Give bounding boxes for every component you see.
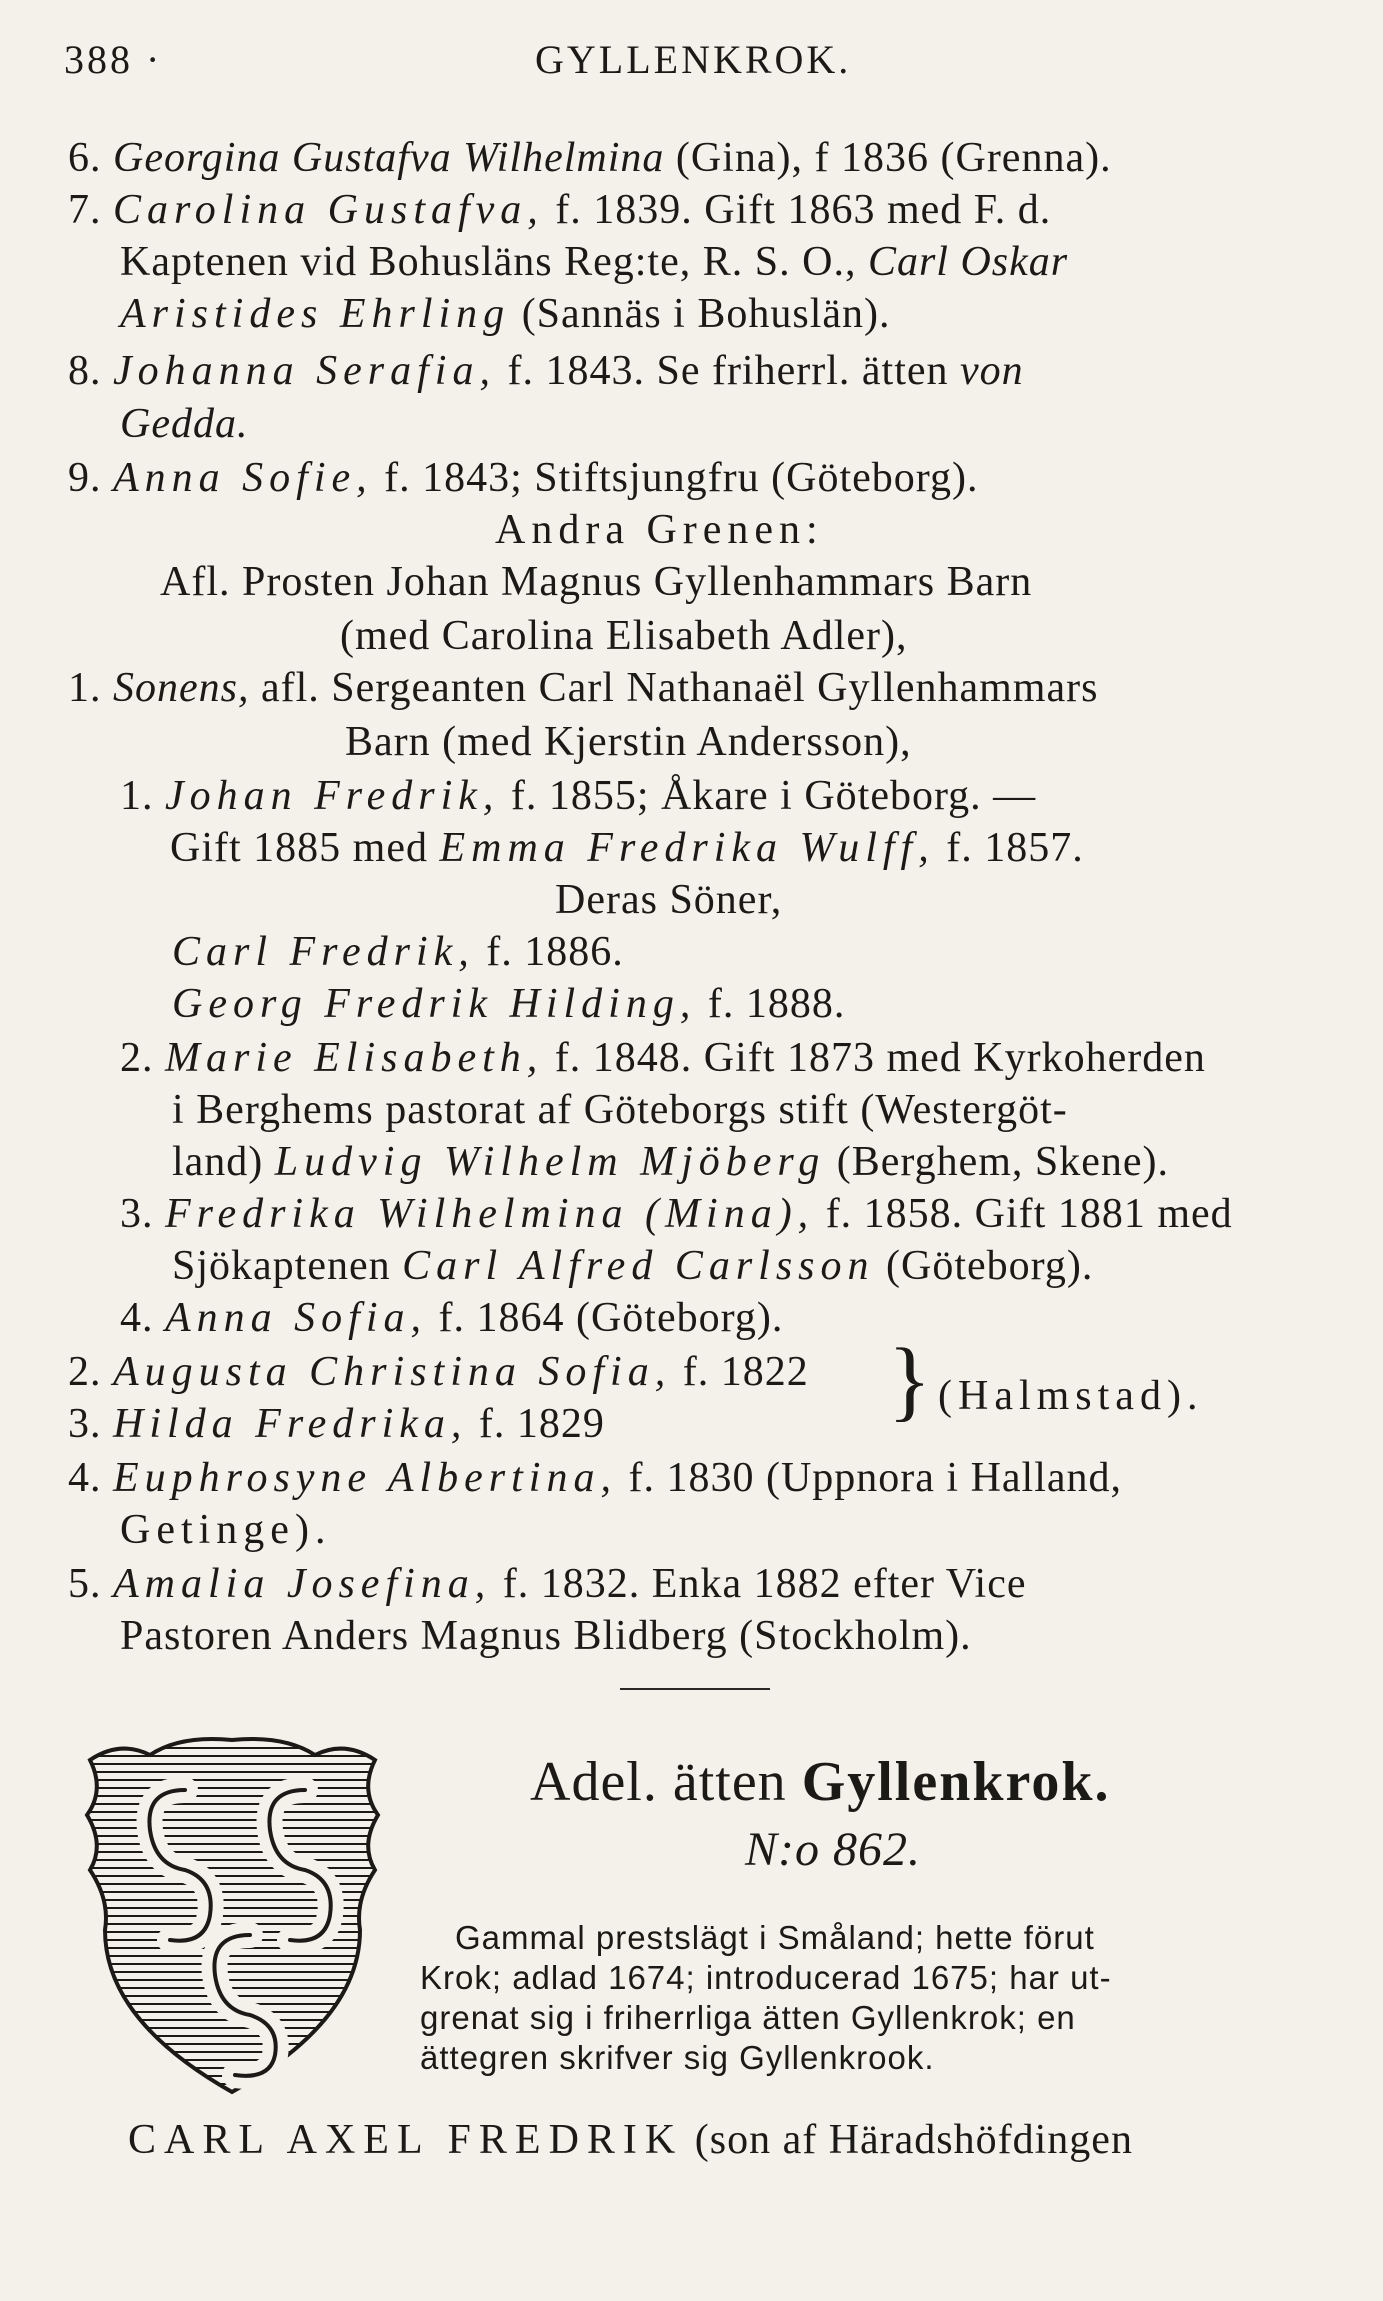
entry-line: 2. Marie Elisabeth, f. 1848. Gift 1873 med Kyrkoherden	[120, 1035, 1206, 1081]
entry-line: Pastoren Anders Magnus Blidberg (Stockholm).	[120, 1613, 972, 1659]
entry-line: 8. Johanna Serafia, f. 1843. Se friherrl. ätten von	[68, 348, 1024, 394]
entry-line: Gift 1885 med Emma Fredrika Wulff, f. 1857.	[170, 825, 1084, 871]
entry-line: Barn (med Kjerstin Andersson),	[345, 719, 912, 765]
section-heading: Deras Söner,	[555, 877, 783, 923]
section-heading: Andra Grenen:	[495, 507, 824, 553]
entry-line: 2. Augusta Christina Sofia, f. 1822	[68, 1349, 809, 1395]
entry-line: 6. Georgina Gustafva Wilhelmina (Gina), f 1836 (Grenna).	[68, 135, 1112, 181]
entry-line: Sjökaptenen Carl Alfred Carlsson (Göteborg).	[172, 1243, 1094, 1289]
page-number: 388 ·	[64, 37, 163, 82]
entry-line: CARL AXEL FREDRIK (son af Häradshöfdingen	[128, 2117, 1133, 2163]
family-description: Krok; adlad 1674; introducerad 1675; har ut-	[420, 1959, 1112, 1996]
entry-line: 4. Anna Sofia, f. 1864 (Göteborg).	[120, 1295, 784, 1341]
entry-line: Carl Fredrik, f. 1886.	[172, 929, 624, 975]
entry-line: 1. Johan Fredrik, f. 1855; Åkare i Göteborg. —	[120, 773, 1037, 819]
entry-line: 4. Euphrosyne Albertina, f. 1830 (Uppnora i Halland,	[68, 1455, 1123, 1501]
entry-line: i Berghems pastorat af Göteborgs stift (Westergöt-	[172, 1087, 1068, 1133]
entry-line: Getinge).	[120, 1507, 332, 1553]
shared-note: (Halmstad).	[938, 1373, 1204, 1419]
entry-line: Afl. Prosten Johan Magnus Gyllenhammars Barn	[160, 559, 1033, 605]
entry-line: Kaptenen vid Bohusläns Reg:te, R. S. O., Carl Oskar	[120, 239, 1069, 285]
entry-line: 3. Hilda Fredrika, f. 1829	[68, 1401, 605, 1447]
entry-line: 5. Amalia Josefina, f. 1832. Enka 1882 efter Vice	[68, 1561, 1027, 1607]
family-description: grenat sig i friherrliga ätten Gyllenkrok; en	[420, 1999, 1076, 2036]
entry-line: 7. Carolina Gustafva, f. 1839. Gift 1863 med F. d.	[68, 187, 1052, 233]
entry-line: Gedda.	[120, 401, 249, 447]
running-title: GYLLENKROK.	[535, 37, 852, 82]
brace: }	[888, 1331, 932, 1430]
entry-line: 3. Fredrika Wilhelmina (Mina), f. 1858. Gift 1881 med	[120, 1191, 1233, 1237]
entry-line: (med Carolina Elisabeth Adler),	[340, 613, 908, 659]
coat-of-arms-icon	[60, 1720, 405, 2110]
entry-line: Georg Fredrik Hilding, f. 1888.	[172, 981, 846, 1027]
family-description: ättegren skrifver sig Gyllenkrook.	[420, 2039, 935, 2076]
entry-line: land) Ludvig Wilhelm Mjöberg (Berghem, Skene).	[172, 1139, 1170, 1185]
family-number: N:o 862.	[745, 1823, 921, 1876]
entry-line: Aristides Ehrling (Sannäs i Bohuslän).	[120, 291, 891, 337]
entry-line: 1. Sonens, afl. Sergeanten Carl Nathanaël Gyllenhammars	[68, 665, 1099, 711]
family-title: Adel. ätten Gyllenkrok.	[530, 1751, 1111, 1813]
separator-rule	[620, 1688, 770, 1690]
family-description: Gammal prestslägt i Småland; hette förut	[455, 1919, 1095, 1956]
entry-line: 9. Anna Sofie, f. 1843; Stiftsjungfru (Göteborg).	[68, 455, 979, 501]
